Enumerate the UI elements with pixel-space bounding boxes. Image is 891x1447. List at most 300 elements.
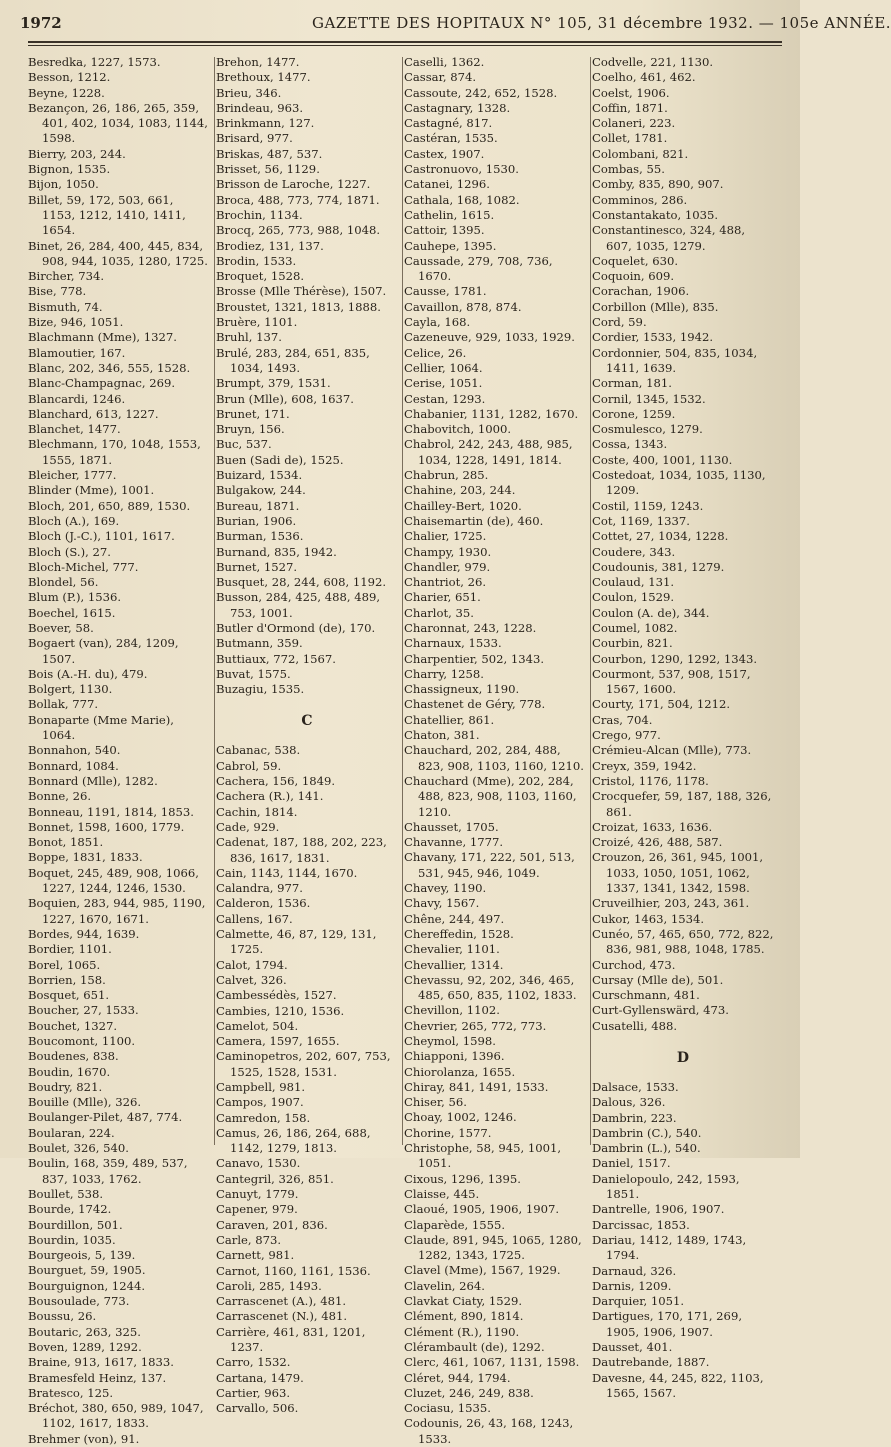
index-column-4 xyxy=(592,55,774,1400)
index-entry: Courbon, 1290, 1292, 1343. xyxy=(592,651,758,666)
index-entry: Buen (Sadi de), 1525. xyxy=(216,452,344,467)
index-entry: Busquet, 28, 244, 608, 1192. xyxy=(216,575,387,590)
index-column-1 xyxy=(28,55,210,1446)
index-entry: Bulgakow, 244. xyxy=(216,483,306,498)
index-entry: Coulaud, 131. xyxy=(592,575,675,590)
index-entry: Bourdillon, 501. xyxy=(28,1217,123,1232)
index-entry: Chabrol, 242, 243, 488, 985, 1034, 1228, 1491, 1814. xyxy=(404,437,573,467)
index-entry: Costedoat, 1034, 1035, 1130, 1209. xyxy=(592,468,766,498)
index-entry: Cossa, 1343. xyxy=(592,437,668,452)
index-entry: Cusatelli, 488. xyxy=(592,1018,678,1033)
index-entry: Clément (R.), 1190. xyxy=(404,1324,520,1339)
index-entry: Chastenet de Géry, 778. xyxy=(404,697,546,712)
index-entry: Chantriot, 26. xyxy=(404,575,487,590)
index-entry: Dariau, 1412, 1489, 1743, 1794. xyxy=(592,1232,747,1263)
index-entry: Coelst, 1906. xyxy=(592,85,670,100)
index-entry: Curschmann, 481. xyxy=(592,988,700,1003)
index-entry: Boularan, 224. xyxy=(28,1125,115,1140)
index-entry: Dautrebande, 1887. xyxy=(592,1355,710,1370)
index-entry: Bierry, 203, 244. xyxy=(28,146,126,161)
index-entry: Cade, 929. xyxy=(216,819,280,834)
index-entry: Choay, 1002, 1246. xyxy=(404,1110,517,1125)
index-entry: Bonne, 26. xyxy=(28,789,92,804)
index-entry: Blancardi, 1246. xyxy=(28,391,126,406)
index-entry: Camredon, 158. xyxy=(216,1110,311,1125)
index-entry: Bloch-Michel, 777. xyxy=(28,559,139,574)
index-entry: Bollak, 777. xyxy=(28,697,99,712)
index-entry: Borel, 1065. xyxy=(28,957,101,972)
index-entry: Coudounis, 381, 1279. xyxy=(592,559,725,574)
index-entry: Cornil, 1345, 1532. xyxy=(592,391,706,406)
index-entry: Chavey, 1190. xyxy=(404,881,487,896)
index-entry: Cabanac, 538. xyxy=(216,743,301,758)
index-entry: Cociasu, 1535. xyxy=(404,1401,491,1416)
index-entry: Chassigneux, 1190. xyxy=(404,682,520,697)
index-entry: Cavaillon, 878, 874. xyxy=(404,299,522,314)
index-entry: Cassar, 874. xyxy=(404,70,477,85)
index-entry: Cerise, 1051. xyxy=(404,376,483,391)
index-entry: Besson, 1212. xyxy=(28,70,111,85)
index-entry: Dambrin, 223. xyxy=(592,1110,677,1125)
index-entry: Davesne, 44, 245, 822, 1103, 1565, 1567. xyxy=(592,1370,764,1400)
index-entry: Dalous, 326. xyxy=(592,1095,666,1110)
index-entry: Bruère, 1101. xyxy=(216,315,298,330)
index-entry: Cluzet, 246, 249, 838. xyxy=(404,1385,534,1400)
index-entry: Boudry, 821. xyxy=(28,1079,103,1094)
index-entry: Chauchard (Mme), 202, 284, 488, 823, 908, 1103, 1160, 1210. xyxy=(404,773,577,819)
index-entry: Christophe, 58, 945, 1001, 1051. xyxy=(404,1141,562,1171)
index-entry: Brieu, 346. xyxy=(216,85,282,100)
index-entry: Coulon, 1529. xyxy=(592,590,675,605)
index-entry: Callens, 167. xyxy=(216,911,293,926)
index-entry: Boucher, 27, 1533. xyxy=(28,1003,139,1018)
index-entry: Burian, 1906. xyxy=(216,513,297,528)
index-column-3 xyxy=(404,55,586,1446)
index-entry: Chaton, 381. xyxy=(404,728,480,743)
index-entry: Bouille (Mlle), 326. xyxy=(28,1095,142,1110)
index-entry: Boven, 1289, 1292. xyxy=(28,1339,142,1354)
index-entry: Bourdin, 1035. xyxy=(28,1232,116,1247)
index-entry: Brinkmann, 127. xyxy=(216,116,315,131)
index-entry: Charpentier, 502, 1343. xyxy=(404,651,545,666)
section-letter-heading: C xyxy=(301,713,313,730)
index-entry: Bourguignon, 1244. xyxy=(28,1278,146,1293)
index-entry: Coelho, 461, 462. xyxy=(592,70,696,85)
index-entry: Boulanger-Pilet, 487, 774. xyxy=(28,1110,183,1125)
index-entry: Bonnahon, 540. xyxy=(28,743,121,758)
index-entry: Bordes, 944, 1639. xyxy=(28,926,140,941)
index-entry: Blinder (Mme), 1001. xyxy=(28,483,155,498)
index-entry: Camus, 26, 186, 264, 688, 1142, 1279, 1813. xyxy=(216,1125,371,1156)
index-entry: Buvat, 1575. xyxy=(216,666,291,681)
index-entry: Castagné, 817. xyxy=(404,116,493,131)
index-entry: Chêne, 244, 497. xyxy=(404,911,505,926)
index-entry: Cras, 704. xyxy=(592,712,653,727)
index-entry: Boquet, 245, 489, 908, 1066, 1227, 1244, 1246, 1530. xyxy=(28,865,199,896)
index-entry: Calvet, 326. xyxy=(216,972,287,987)
index-entry: Brehmer (von), 91. xyxy=(28,1431,140,1446)
index-entry: Chandler, 979. xyxy=(404,559,491,574)
index-entry: Carvallo, 506. xyxy=(216,1401,299,1416)
index-entry: Coquelet, 630. xyxy=(592,253,679,268)
index-entry: Cantegril, 326, 851. xyxy=(216,1171,334,1186)
index-entry: Bignon, 1535. xyxy=(28,162,111,177)
index-entry: Constantinesco, 324, 488, 607, 1035, 1279. xyxy=(592,223,746,253)
index-entry: Broca, 488, 773, 774, 1871. xyxy=(216,192,380,207)
index-entry: Caussade, 279, 708, 736, 1670. xyxy=(404,253,553,284)
index-entry: Dausset, 401. xyxy=(592,1340,673,1355)
index-entry: Darnis, 1209. xyxy=(592,1278,672,1293)
index-entry: Cursay (Mlle de), 501. xyxy=(592,972,724,987)
index-entry: Crouzon, 26, 361, 945, 1001, 1033, 1050, 1051, 1062, 1337, 1341, 1342, 1598. xyxy=(592,850,764,896)
index-entry: Comby, 835, 890, 907. xyxy=(592,177,724,192)
index-entry: Castex, 1907. xyxy=(404,146,485,161)
index-entry: Bramesfeld Heinz, 137. xyxy=(28,1370,167,1385)
index-entry: Dambrin (L.), 540. xyxy=(592,1141,701,1156)
index-entry: Bleicher, 1777. xyxy=(28,468,117,483)
index-entry: Cain, 1143, 1144, 1670. xyxy=(216,865,358,880)
index-entry: Coudere, 343. xyxy=(592,544,676,559)
index-entry: Coste, 400, 1001, 1130. xyxy=(592,452,733,467)
index-entry: Cot, 1169, 1337. xyxy=(592,513,690,528)
index-entry: Boppe, 1831, 1833. xyxy=(28,850,143,865)
index-entry: Cottet, 27, 1034, 1228. xyxy=(592,529,729,544)
index-entry: Blamoutier, 167. xyxy=(28,345,126,360)
index-entry: Curt-Gyllenswärd, 473. xyxy=(592,1003,729,1018)
index-entry: Bloch (S.), 27. xyxy=(28,544,111,559)
index-entry: Cachera, 156, 1849. xyxy=(216,774,336,789)
index-entry: Bratesco, 125. xyxy=(28,1385,114,1400)
index-entry: Brosse (Mlle Thérèse), 1507. xyxy=(216,284,387,299)
index-entry: Brisset, 56, 1129. xyxy=(216,162,320,177)
index-entry: Bois (A.-H. du), 479. xyxy=(28,666,148,681)
index-entry: Chauchard, 202, 284, 488, 823, 908, 1103, 1160, 1210. xyxy=(404,743,584,773)
index-entry: Bosquet, 651. xyxy=(28,988,110,1003)
section-letter-heading: D xyxy=(676,1050,690,1066)
index-entry: Castronuovo, 1530. xyxy=(404,162,519,177)
index-entry: Costil, 1159, 1243. xyxy=(592,498,704,513)
index-entry: Bourguet, 59, 1905. xyxy=(28,1263,146,1278)
index-entry: Bize, 946, 1051. xyxy=(28,315,124,330)
index-entry: Bureau, 1871. xyxy=(216,498,300,513)
index-entry: Corman, 181. xyxy=(592,376,672,391)
index-entry: Chevillon, 1102. xyxy=(404,1003,500,1018)
index-entry: Bonaparte (Mme Marie), 1064. xyxy=(28,712,174,743)
index-entry: Bolgert, 1130. xyxy=(28,682,113,697)
index-entry: Carnett, 981. xyxy=(216,1248,295,1263)
index-entry: Chevalier, 1101. xyxy=(404,942,500,957)
index-entry: Blanc, 202, 346, 555, 1528. xyxy=(28,360,191,375)
index-entry: Buizard, 1534. xyxy=(216,468,303,483)
index-entry: Calderon, 1536. xyxy=(216,896,311,911)
index-entry: Bogaert (van), 284, 1209, 1507. xyxy=(28,636,179,666)
index-entry: Carle, 873. xyxy=(216,1232,282,1247)
index-entry: Claparède, 1555. xyxy=(404,1217,506,1232)
index-entry: Boussu, 26. xyxy=(28,1309,97,1324)
index-entry: Dalsace, 1533. xyxy=(592,1080,679,1094)
index-entry: Boudenes, 838. xyxy=(28,1049,119,1064)
index-entry: Borrien, 158. xyxy=(28,972,106,987)
index-entry: Bircher, 734. xyxy=(28,269,105,284)
index-entry: Coulon (A. de), 344. xyxy=(592,605,710,620)
column-divider xyxy=(402,57,403,1145)
index-entry: Buc, 537. xyxy=(216,437,272,452)
index-entry: Cruveilhier, 203, 243, 361. xyxy=(592,896,750,911)
index-entry: Collet, 1781. xyxy=(592,131,668,146)
index-entry: Cachin, 1814. xyxy=(216,804,298,819)
index-entry: Cambies, 1210, 1536. xyxy=(216,1003,345,1018)
index-entry: Cord, 59. xyxy=(592,315,647,330)
index-entry: Chaisemartin (de), 460. xyxy=(404,513,544,528)
index-entry: Blanc-Champagnac, 269. xyxy=(28,376,176,391)
index-entry: Chiray, 841, 1491, 1533. xyxy=(404,1079,549,1094)
index-entry: Colombani, 821. xyxy=(592,146,689,161)
index-entry: Coquoin, 609. xyxy=(592,269,675,284)
index-entry: Cadenat, 187, 188, 202, 223, 836, 1617, 1831. xyxy=(216,835,387,865)
index-entry: Brocq, 265, 773, 988, 1048. xyxy=(216,223,381,238)
index-entry: Claude, 891, 945, 1065, 1280, 1282, 1343, 1725. xyxy=(404,1232,582,1263)
index-entry: Crocquefer, 59, 187, 188, 326, 861. xyxy=(592,789,772,819)
index-entry: Burman, 1536. xyxy=(216,529,304,544)
index-entry: Caraven, 201, 836. xyxy=(216,1217,328,1232)
index-entry: Chiser, 56. xyxy=(404,1095,467,1110)
index-entry: Busson, 284, 425, 488, 489, 753, 1001. xyxy=(216,590,381,620)
index-entry: Chereffedin, 1528. xyxy=(404,926,514,941)
index-entry: Cléret, 944, 1794. xyxy=(404,1370,511,1385)
index-entry: Blechmann, 170, 1048, 1553, 1555, 1871. xyxy=(28,437,201,467)
index-entry: Cauhepe, 1395. xyxy=(404,238,497,253)
index-entry: Boever, 58. xyxy=(28,620,94,635)
index-entry: Charonnat, 243, 1228. xyxy=(404,620,537,635)
journal-title: GAZETTE DES HOPITAUX N° 105, 31 décembre 1932. — 105e ANNÉE. xyxy=(312,14,891,32)
index-entry: Cordier, 1533, 1942. xyxy=(592,330,714,345)
index-entry: Cellier, 1064. xyxy=(404,360,483,375)
index-entry: Chavany, 171, 222, 501, 513, 531, 945, 946, 1049. xyxy=(404,850,575,880)
index-entry: Bréchot, 380, 650, 989, 1047, 1102, 1617, 1833. xyxy=(28,1401,204,1431)
index-entry: Carrascenet (N.), 481. xyxy=(216,1309,348,1324)
index-entry: Croizat, 1633, 1636. xyxy=(592,819,713,834)
index-entry: Courbin, 821. xyxy=(592,636,673,651)
index-entry: Butler d'Ormond (de), 170. xyxy=(216,620,376,635)
index-entry: Boucomont, 1100. xyxy=(28,1034,136,1048)
index-entry: Chatellier, 861. xyxy=(404,712,495,727)
index-entry: Brehon, 1477. xyxy=(216,55,300,69)
index-entry: Brodin, 1533. xyxy=(216,253,297,268)
index-entry: Comminos, 286. xyxy=(592,192,688,207)
index-entry: Brochin, 1134. xyxy=(216,207,303,222)
index-entry: Chailley-Bert, 1020. xyxy=(404,498,522,513)
index-entry: Carrascenet (A.), 481. xyxy=(216,1294,347,1309)
index-entry: Colaneri, 223. xyxy=(592,116,676,131)
index-entry: Coffin, 1871. xyxy=(592,100,668,115)
index-entry: Castéran, 1535. xyxy=(404,131,498,146)
index-entry: Cambessédès, 1527. xyxy=(216,988,337,1003)
index-entry: Buttiaux, 772, 1567. xyxy=(216,651,336,666)
index-entry: Cathala, 168, 1082. xyxy=(404,192,520,207)
index-entry: Bordier, 1101. xyxy=(28,942,112,957)
index-entry: Castagnary, 1328. xyxy=(404,100,511,115)
index-entry: Chiorolanza, 1655. xyxy=(404,1064,516,1079)
index-entry: Cestan, 1293. xyxy=(404,391,486,406)
index-entry: Broquet, 1528. xyxy=(216,269,305,284)
index-entry: Boquien, 283, 944, 985, 1190, 1227, 1670, 1671. xyxy=(28,896,206,926)
index-entry: Corone, 1259. xyxy=(592,406,676,421)
index-entry: Brisard, 977. xyxy=(216,131,293,146)
index-entry: Clément, 890, 1814. xyxy=(404,1309,524,1324)
index-entry: Chahine, 203, 244. xyxy=(404,483,516,498)
page-number: 1972 xyxy=(20,14,62,32)
index-entry: Calmette, 46, 87, 129, 131, 1725. xyxy=(216,927,377,957)
index-entry: Cristol, 1176, 1178. xyxy=(592,773,709,788)
index-entry: Burnand, 835, 1942. xyxy=(216,544,337,559)
index-entry: Cachera (R.), 141. xyxy=(216,789,324,804)
index-entry: Cosmulesco, 1279. xyxy=(592,422,703,437)
index-entry: Brethoux, 1477. xyxy=(216,70,311,85)
index-entry: Brulé, 283, 284, 651, 835, 1034, 1493. xyxy=(216,345,370,375)
index-entry: Bloch (J.-C.), 1101, 1617. xyxy=(28,529,175,544)
index-entry: Chevassu, 92, 202, 346, 465, 485, 650, 835, 1102, 1833. xyxy=(404,972,577,1003)
index-entry: Chalier, 1725. xyxy=(404,529,487,544)
index-entry: Bise, 778. xyxy=(28,284,87,299)
index-entry: Buzagiu, 1535. xyxy=(216,682,305,697)
index-entry: Dambrin (C.), 540. xyxy=(592,1125,702,1140)
index-entry: Cathelin, 1615. xyxy=(404,207,495,222)
index-entry: Chabrun, 285. xyxy=(404,468,489,483)
index-entry: Cartier, 963. xyxy=(216,1385,291,1400)
index-entry: Binet, 26, 284, 400, 445, 834, 908, 944, 1035, 1280, 1725. xyxy=(28,238,208,268)
index-entry: Cattoir, 1395. xyxy=(404,223,485,238)
index-entry: Boutaric, 263, 325. xyxy=(28,1324,141,1339)
index-entry: Catanei, 1296. xyxy=(404,177,490,192)
index-entry: Cheymol, 1598. xyxy=(404,1034,496,1048)
index-entry: Constantakato, 1035. xyxy=(592,207,719,222)
index-entry: Crémieu-Alcan (Mlle), 773. xyxy=(592,743,752,758)
index-entry: Calandra, 977. xyxy=(216,881,303,896)
index-entry: Burnet, 1527. xyxy=(216,559,298,574)
index-entry: Creyx, 359, 1942. xyxy=(592,758,697,773)
index-entry: Courty, 171, 504, 1212. xyxy=(592,697,731,712)
index-entry: Caroli, 285, 1493. xyxy=(216,1278,322,1293)
index-entry: Beyne, 1228. xyxy=(28,85,105,100)
index-entry: Bijon, 1050. xyxy=(28,177,99,192)
index-entry: Canavo, 1530. xyxy=(216,1156,301,1171)
index-entry: Bruhl, 137. xyxy=(216,330,282,345)
index-entry: Bloch (A.), 169. xyxy=(28,513,120,528)
index-entry: Besredka, 1227, 1573. xyxy=(28,55,161,69)
index-entry: Chevallier, 1314. xyxy=(404,957,504,972)
index-entry: Clérambault (de), 1292. xyxy=(404,1339,545,1354)
header-double-rule xyxy=(28,41,782,46)
index-entry: Cayla, 168. xyxy=(404,315,471,330)
index-entry: Codounis, 26, 43, 168, 1243, 1533. xyxy=(404,1416,574,1446)
index-entry: Cartana, 1479. xyxy=(216,1370,304,1385)
index-entry: Capener, 979. xyxy=(216,1202,298,1217)
index-entry: Chavy, 1567. xyxy=(404,896,480,911)
index-entry: Caminopetros, 202, 607, 753, 1525, 1528, 1531. xyxy=(216,1049,391,1079)
index-entry: Combas, 55. xyxy=(592,162,665,177)
index-entry: Blanchet, 1477. xyxy=(28,422,121,437)
index-entry: Bezançon, 26, 186, 265, 359, 401, 402, 1034, 1083, 1144, 1598. xyxy=(28,100,208,146)
index-entry: Brindeau, 963. xyxy=(216,100,304,115)
index-entry: Clavkat Ciaty, 1529. xyxy=(404,1294,523,1309)
index-entry: Darcissac, 1853. xyxy=(592,1217,690,1232)
index-entry: Canuyt, 1779. xyxy=(216,1187,299,1202)
index-entry: Corachan, 1906. xyxy=(592,284,690,299)
index-entry: Blum (P.), 1536. xyxy=(28,590,122,605)
index-entry: Caselli, 1362. xyxy=(404,55,485,69)
index-entry: Chabanier, 1131, 1282, 1670. xyxy=(404,406,579,421)
index-entry: Claoué, 1905, 1906, 1907. xyxy=(404,1202,560,1217)
index-entry: Curchod, 473. xyxy=(592,957,676,972)
index-entry: Cabrol, 59. xyxy=(216,758,282,773)
index-entry: Clerc, 461, 1067, 1131, 1598. xyxy=(404,1355,580,1370)
index-entry: Cazeneuve, 929, 1033, 1929. xyxy=(404,330,575,345)
index-entry: Carro, 1532. xyxy=(216,1355,291,1370)
index-entry: Cassoute, 242, 652, 1528. xyxy=(404,85,558,100)
index-entry: Coumel, 1082. xyxy=(592,620,678,635)
index-column-2 xyxy=(216,55,398,1416)
index-entry: Chiapponi, 1396. xyxy=(404,1049,505,1064)
index-entry: Daniel, 1517. xyxy=(592,1156,671,1171)
index-entry: Cordonnier, 504, 835, 1034, 1411, 1639. xyxy=(592,345,758,375)
index-entry: Bismuth, 74. xyxy=(28,299,103,314)
index-entry: Blondel, 56. xyxy=(28,575,99,590)
index-entry: Braine, 913, 1617, 1833. xyxy=(28,1355,174,1370)
index-columns xyxy=(28,55,788,1446)
index-entry: Charlot, 35. xyxy=(404,605,474,620)
index-entry: Camera, 1597, 1655. xyxy=(216,1034,340,1049)
index-entry: Cunéo, 57, 465, 650, 772, 822, 836, 981, 988, 1048, 1785. xyxy=(592,926,774,957)
index-entry: Dantrelle, 1906, 1907. xyxy=(592,1202,725,1217)
index-entry: Brunet, 171. xyxy=(216,406,290,421)
index-entry: Courmont, 537, 908, 1517, 1567, 1600. xyxy=(592,666,751,697)
index-entry: Campbell, 981. xyxy=(216,1080,306,1094)
index-entry: Calot, 1794. xyxy=(216,957,288,972)
index-entry: Chabovitch, 1000. xyxy=(404,422,512,437)
index-entry: Carnot, 1160, 1161, 1536. xyxy=(216,1263,371,1278)
index-entry: Celice, 26. xyxy=(404,345,467,360)
index-entry: Chausset, 1705. xyxy=(404,819,499,834)
index-entry: Bonnard (Mlle), 1282. xyxy=(28,773,158,788)
index-entry: Chorine, 1577. xyxy=(404,1125,492,1140)
index-entry: Blanchard, 613, 1227. xyxy=(28,406,159,421)
index-entry: Boulet, 326, 540. xyxy=(28,1141,129,1156)
index-entry: Boullet, 538. xyxy=(28,1186,104,1201)
index-entry: Campos, 1907. xyxy=(216,1095,304,1110)
index-entry: Brodiez, 131, 137. xyxy=(216,238,324,253)
index-entry: Butmann, 359. xyxy=(216,636,303,651)
index-entry: Dartigues, 170, 171, 269, 1905, 1906, 1907. xyxy=(592,1309,742,1339)
index-entry: Bousoulade, 773. xyxy=(28,1294,130,1309)
index-entry: Bourde, 1742. xyxy=(28,1202,112,1217)
index-entry: Charnaux, 1533. xyxy=(404,636,502,651)
index-entry: Blachmann (Mme), 1327. xyxy=(28,330,177,345)
index-entry: Bonnet, 1598, 1600, 1779. xyxy=(28,819,185,834)
index-entry: Darnaud, 326. xyxy=(592,1263,677,1278)
index-entry: Brumpt, 379, 1531. xyxy=(216,376,331,391)
index-entry: Cixous, 1296, 1395. xyxy=(404,1171,521,1186)
index-entry: Boechel, 1615. xyxy=(28,605,116,620)
index-entry: Causse, 1781. xyxy=(404,284,487,299)
index-entry: Bouchet, 1327. xyxy=(28,1018,118,1033)
index-entry: Bruyn, 156. xyxy=(216,422,285,437)
index-entry: Bonot, 1851. xyxy=(28,835,104,850)
index-entry: Chavanne, 1777. xyxy=(404,835,504,850)
index-entry: Bourgeois, 5, 139. xyxy=(28,1248,136,1263)
index-entry: Carrière, 461, 831, 1201, 1237. xyxy=(216,1324,366,1355)
index-entry: Bloch, 201, 650, 889, 1530. xyxy=(28,498,191,513)
index-entry: Billet, 59, 172, 503, 661, 1153, 1212, 1410, 1411, 1654. xyxy=(28,192,186,238)
